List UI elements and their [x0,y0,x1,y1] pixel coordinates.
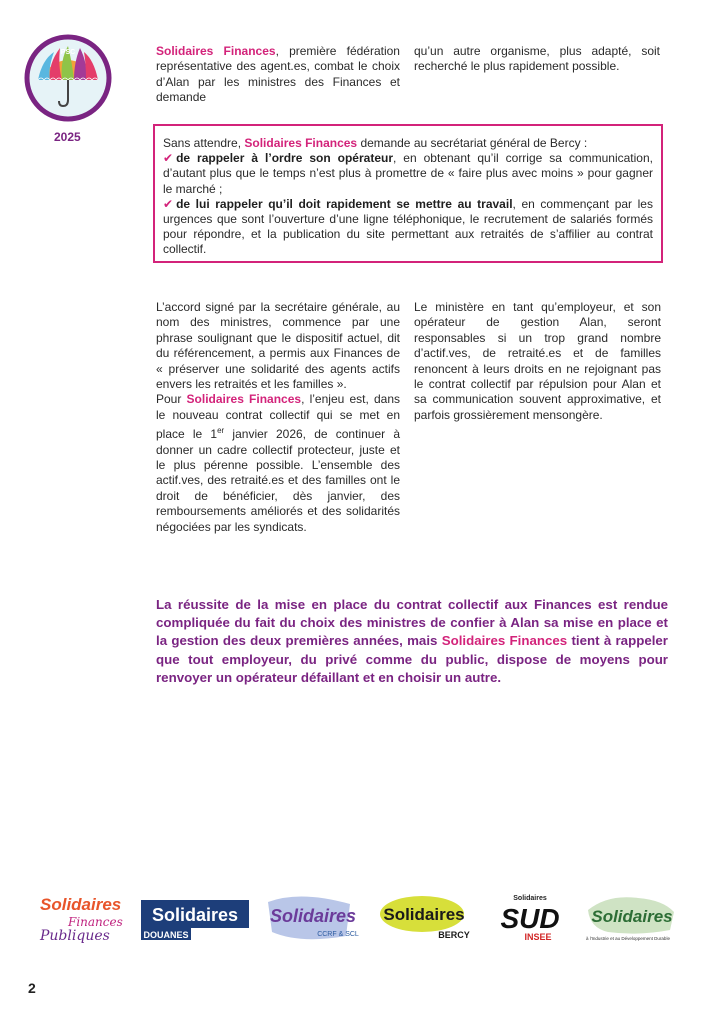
psc-umbrella-logo [24,34,112,122]
org-name: Solidaires Finances [156,44,276,58]
svg-text:Solidaires: Solidaires [591,907,673,926]
logo-solidaires-bercy [376,888,476,948]
intro-left-text: , première fédération représentative des agent.es, combat le choix d’Alan par les ministres des Finances et demande [156,44,400,105]
body-right-column [414,300,661,423]
union-logos-row [38,888,678,954]
svg-text:SUD: SUD [500,903,560,934]
body-left-paragraph-2 [156,392,400,535]
checkmark-icon: ✔ [163,151,174,166]
body-left-p2-pre: Pour [156,392,187,407]
svg-text:Finances: Finances [68,915,123,929]
demand-item [163,197,653,258]
svg-text:BERCY: BERCY [438,930,470,940]
svg-text:Solidaires: Solidaires [40,895,122,914]
svg-text:Solidaires: Solidaires [151,905,239,925]
logo-solidaires-finances-publiques [38,888,134,948]
conclusion-paragraph [156,596,668,687]
org-name: Solidaires Finances [186,392,302,407]
demand-item-text: , en obtenant qu’il corrige sa communication, d’autant plus que le temps n’est plus à promettre de « faire plus avec moins » pour gagner le marché ; [163,151,653,196]
ordinal-superscript: er [217,426,225,436]
svg-text:DOUANES: DOUANES [143,930,189,940]
svg-text:Solidaires: Solidaires [383,905,465,924]
conclusion-post: tient à rappeler que tout employeur, du privé comme du public, dispose de moyens pour renvoyer un opérateur défaillant et en choisir un autre. [156,633,668,685]
body-left-p2-a: , l’enjeu est, dans le nouveau contrat collectif qui se met en place le 1 [156,392,400,442]
body-right-paragraph-1: Le ministère en tant qu’employeur, et son opérateur de gestion Alan, seront responsables si un trop grand nombre d’actif.ves, de retraité.es et de familles renoncent à leurs droits en ne rejoignant pas le contrat collectif par répulsion pour Alan et sa communication souvent approximative, et parfois grossièrement mensongère. [414,300,661,422]
badge-label: PSC [60,49,76,56]
svg-text:Solidaires: Solidaires [513,895,547,902]
checkmark-icon: ✔ [163,196,174,211]
body-left-p2-b: janvier 2026, de continuer à donner un cadre collectif protecteur, juste et le plus pérenne possible. L’ensemble des actif.ves, des retraité.es et des familles ont le droit de bénéficier, dès janvier, des remboursements améliorés et des solidarités négociées par les syndicats. [156,427,401,534]
demand-item-text: , en commençant par les urgences que sont l’ouverture d’une ligne téléphonique, le recrutement de salariés formés pour répondre, et la publication du site permettant aux retraités de s’affilier au contrat collectif. [163,196,653,257]
logo-sud-insee [490,888,572,948]
conclusion-pre: La réussite de la mise en place du contrat collectif aux Finances est rendue compliquée du fait du choix des ministres de confier à Alan sa mise en place et la gestion des deux premières années, mais [156,597,668,649]
logo-solidaires-douanes [140,888,250,948]
svg-text:Publiques: Publiques [40,928,110,944]
page-number: 2 [28,980,36,996]
logo-solidaires-ccrf-scl [260,888,366,948]
intro-left-column [156,44,400,106]
body-left-paragraph-1: L’accord signé par la secrétaire générale, au nom des ministres, commence par une phrase soulignant que le dispositif actuel, dit du référencement, a permis aux Finances de « préserver une solidarité des agents actifs envers les retraités et les familles ». [156,300,400,392]
svg-text:CCRF & SCL: CCRF & SCL [317,931,359,938]
demand-lead-pre: Sans attendre, [163,136,245,150]
svg-text:Solidaires: Solidaires [269,906,357,926]
intro-right-column [414,44,660,75]
body-left-column [156,300,400,535]
demand-lead [163,136,653,151]
demand-item [163,151,653,197]
demand-item-head: de lui rappeler qu’il doit rapidement se mettre au travail [176,196,513,211]
logo-solidaires-idd [578,888,678,948]
org-name: Solidaires Finances [244,136,358,150]
intro-right-text: qu’un autre organisme, plus adapté, soit recherché le plus rapidement possible. [414,44,660,74]
org-name: Solidaires Finances [441,633,568,649]
demand-item-head: de rappeler à l’ordre son opérateur [176,151,393,166]
svg-text:INSEE: INSEE [524,932,552,942]
demand-lead-post: demande au secrétariat général de Bercy : [357,136,588,150]
year-label: 2025 [54,130,81,144]
demand-box [153,124,663,263]
svg-text:à l'Industrie et au Développem: à l'Industrie et au Développement Durable [586,936,670,941]
